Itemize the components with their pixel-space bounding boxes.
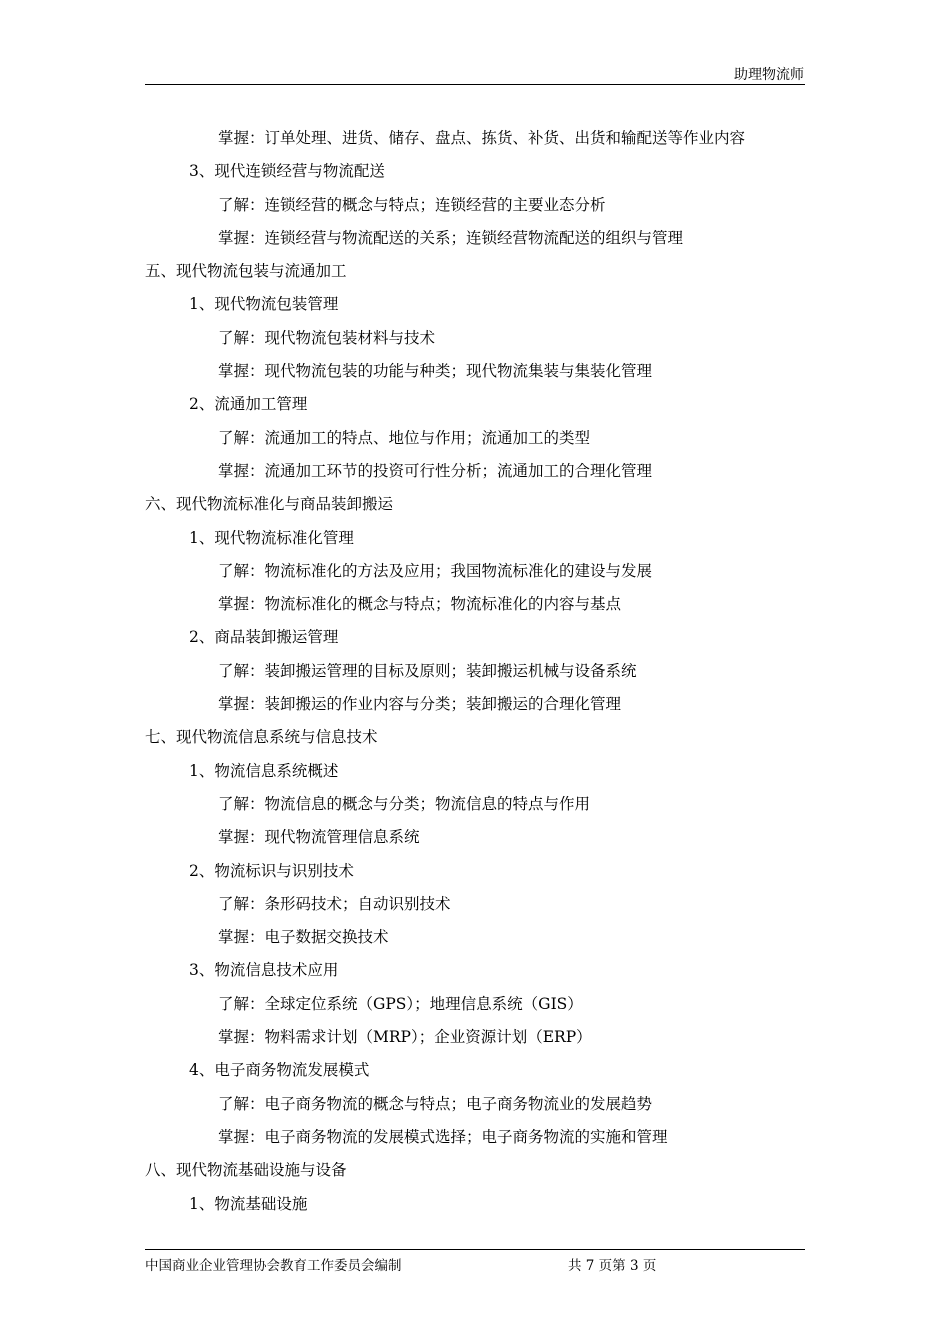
subsection-heading: 2、商品装卸搬运管理 [189,628,339,647]
outline-item: 了解：连锁经营的概念与特点；连锁经营的主要业态分析 [218,195,606,214]
document-body [145,122,805,1221]
section-heading: 六、现代物流标准化与商品装卸搬运 [145,495,394,514]
subsection-heading: 1、现代物流标准化管理 [189,528,354,547]
outline-item: 掌握：订单处理、进货、储存、盘点、拣货、补货、出货和输配送等作业内容 [218,129,746,147]
outline-item: 了解：流通加工的特点、地位与作用；流通加工的类型 [218,428,591,447]
header-divider [145,84,805,85]
header-title: 助理物流师 [734,67,804,83]
outline-item: 掌握：连锁经营与物流配送的关系；连锁经营物流配送的组织与管理 [218,228,684,247]
footer-publisher: 中国商业企业管理协会教育工作委员会编制 [145,1258,402,1274]
outline-item: 掌握：物料需求计划（MRP）；企业资源计划（ERP） [218,1028,592,1047]
section-heading: 七、现代物流信息系统与信息技术 [145,728,378,747]
outline-item: 了解：条形码技术；自动识别技术 [218,894,451,913]
footer-page-info: 共 7 页第 3 页 [568,1258,657,1274]
subsection-heading: 1、现代物流包装管理 [189,295,339,314]
outline-item: 了解：装卸搬运管理的目标及原则；装卸搬运机械与设备系统 [218,661,637,680]
outline-item: 了解：全球定位系统（GPS）；地理信息系统（GIS） [218,994,583,1013]
outline-item: 了解：物流信息的概念与分类；物流信息的特点与作用 [218,794,591,813]
outline-item: 掌握：物流标准化的概念与特点；物流标准化的内容与基点 [218,595,622,614]
outline-item: 掌握：电子数据交换技术 [218,928,389,947]
outline-item: 了解：电子商务物流的概念与特点；电子商务物流业的发展趋势 [218,1094,653,1113]
outline-item: 掌握：装卸搬运的作业内容与分类；装卸搬运的合理化管理 [218,695,622,714]
outline-item: 了解：现代物流包装材料与技术 [218,328,436,347]
subsection-heading: 2、流通加工管理 [189,395,308,414]
subsection-heading: 1、物流信息系统概述 [189,761,339,780]
section-heading: 八、现代物流基础设施与设备 [145,1161,347,1180]
outline-item: 掌握：电子商务物流的发展模式选择；电子商务物流的实施和管理 [218,1127,668,1146]
subsection-heading: 2、物流标识与识别技术 [189,861,354,880]
outline-item: 掌握：流通加工环节的投资可行性分析；流通加工的合理化管理 [218,461,653,480]
subsection-heading: 4、电子商务物流发展模式 [189,1061,370,1080]
section-heading: 五、现代物流包装与流通加工 [145,262,347,281]
subsection-heading: 3、现代连锁经营与物流配送 [189,162,385,181]
subsection-heading: 3、物流信息技术应用 [189,961,339,980]
footer-divider [145,1249,805,1250]
outline-item: 掌握：现代物流包装的功能与种类；现代物流集装与集装化管理 [218,362,653,381]
subsection-heading: 1、物流基础设施 [189,1194,308,1213]
outline-item: 掌握：现代物流管理信息系统 [218,828,420,847]
outline-item: 了解：物流标准化的方法及应用；我国物流标准化的建设与发展 [218,561,653,580]
